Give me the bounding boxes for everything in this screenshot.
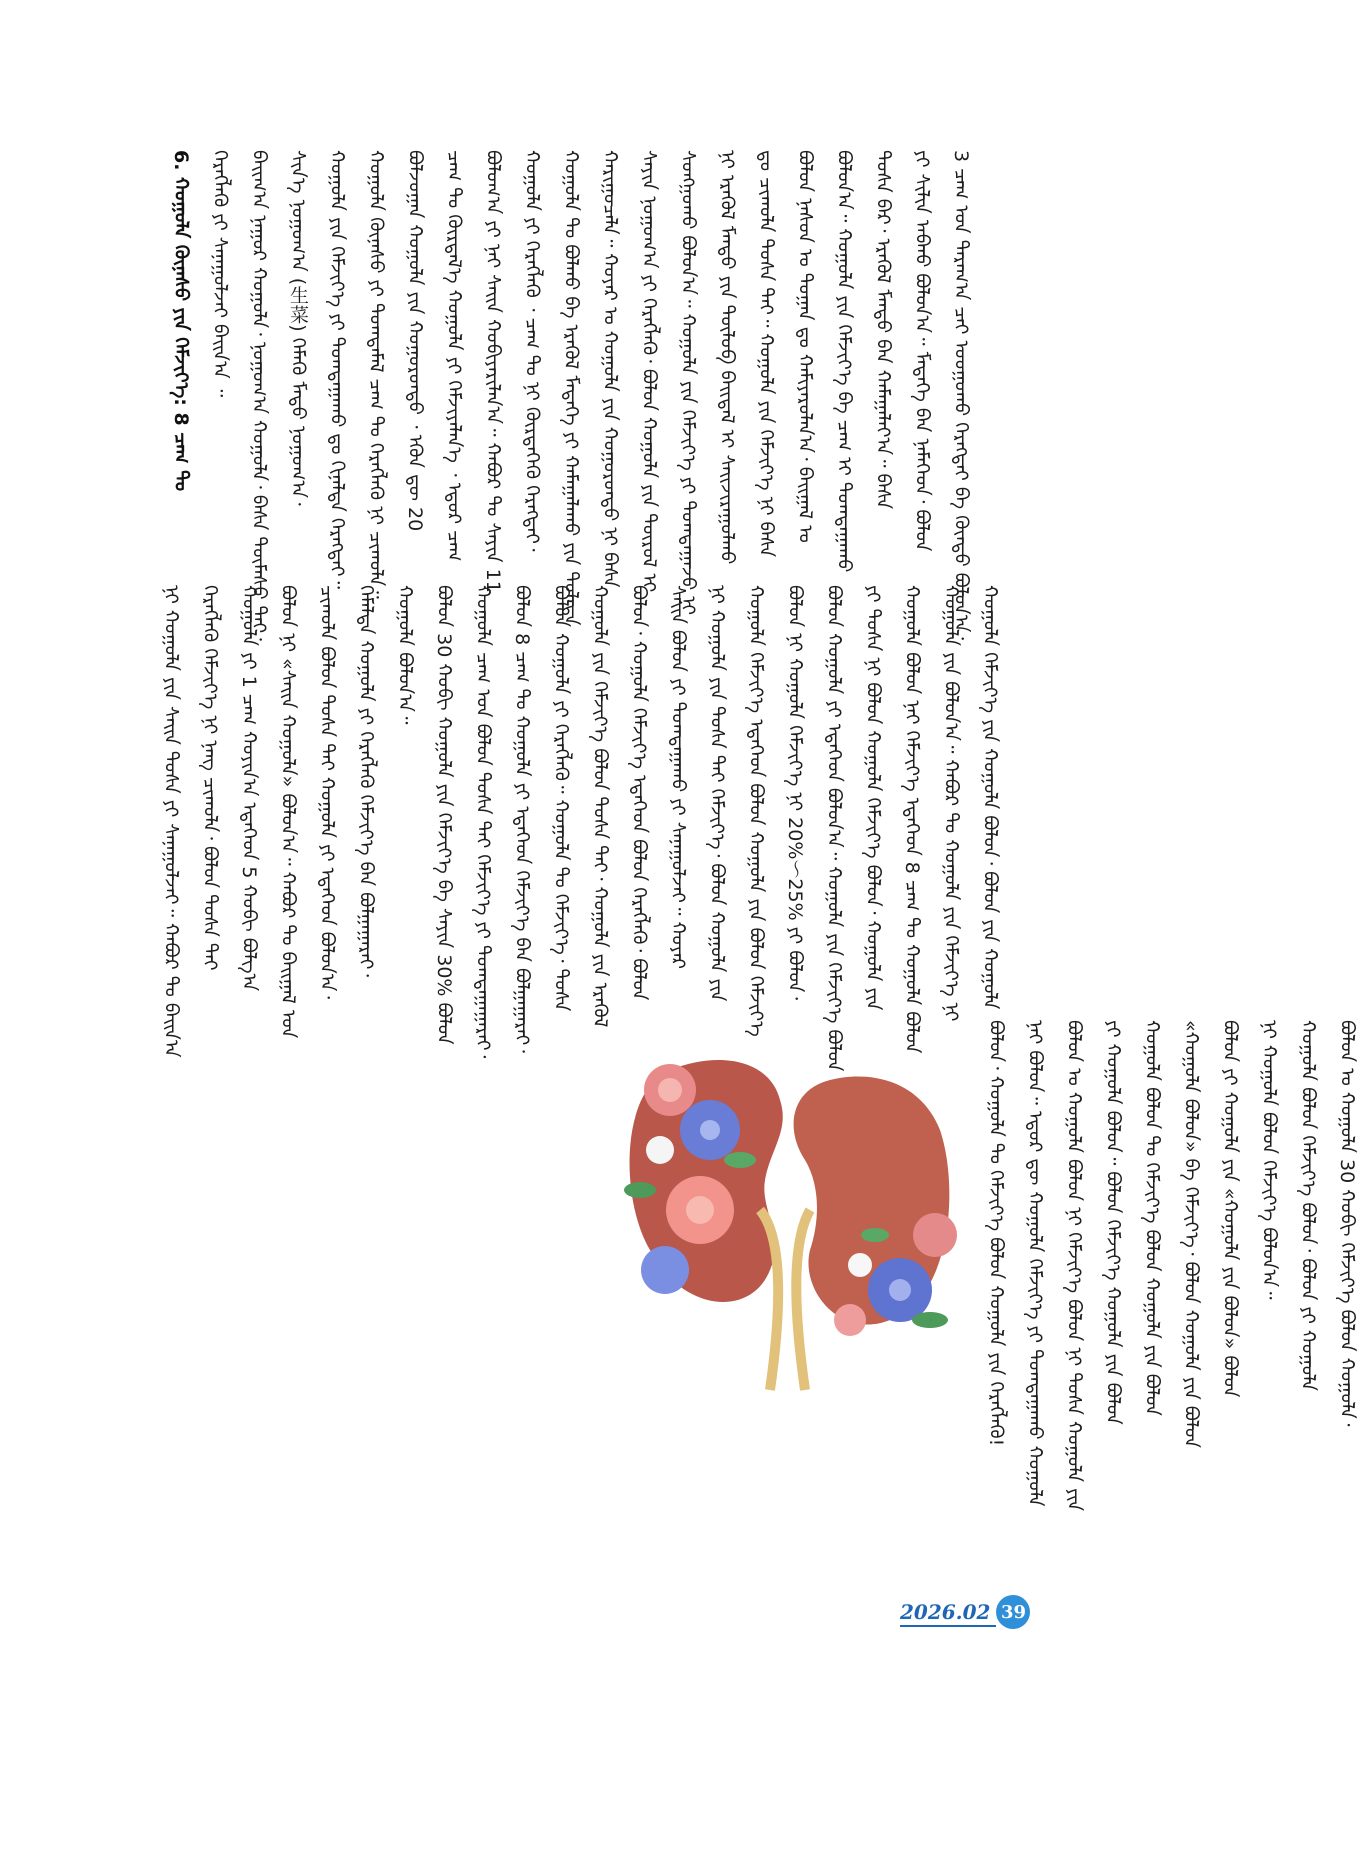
text-line: ᠪᠣᠯᠣᠭ᠎ᠠ ᠶᠢ ᠨᠡᠢ ᠰᠠᠢᠨ ᠬᠤᠪᠢᠶᠠᠷᠢᠯᠠᠨ᠎ᠠ᠃ ᠬᠠᠪᠤᠷ ᠲᠤ ᠰᠠᠶᠢᠨ 11 — [482, 150, 504, 593]
text-line: ᠬᠣᠭᠣᠯᠠ ᠬᠦᠨᠡᠰᠦ ᠶᠢ ᠲᠣᠭᠲᠠᠮᠠᠯ ᠴᠠᠭ ᠲᠤ ᠬᠡᠷᠡᠭᠯᠡᠬᠦ ᠨᠢ ᠴᠢᠬᠤᠯᠠ᠃ — [365, 150, 387, 599]
text-line: ᠨᠠᠢ ᠪᠣᠯᠣᠨ᠃ ᠡᠳᠦᠷ ᠳᠦ ᠬᠣᠭᠣᠯᠠ ᠬᠡᠮᠵᠢᠶ᠎ᠡ ᠶᠢ ᠲᠣᠭᠲᠠᠭᠠᠬᠤ ᠬᠣᠭᠣᠯᠠ — [1024, 1020, 1046, 1507]
flower-pink-2 — [913, 1213, 957, 1257]
text-line: ᠪᠣᠯᠣᠨ 30 ᠬᠣᠪᠢ ᠬᠣᠭᠣᠯᠠ ᠶᠢᠨ ᠬᠡᠮᠵᠢᠶ᠎ᠡ ᠪᠠ ᠰᠠᠶᠢᠨ 30% ᠪᠣᠯᠤᠨ — [433, 585, 455, 1045]
text-line: ᠬᠣᠭᠣᠯᠠ ᠶᠢ ᠬᠡᠷᠡᠭᠯᠡᠬᠦ ᠂ ᠴᠠᠭ ᠲᠤ ᠨᠢ ᠬᠦᠷᠲᠡᠭᠡᠬᠦ ᠬᠡᠷᠡᠭᠲᠡᠢ᠂ — [521, 150, 543, 552]
flower-white-2 — [848, 1253, 872, 1277]
page-number-badge: 39 — [996, 1595, 1030, 1629]
text-line: ᠨᠢ ᠬᠣᠭᠣᠯᠠ ᠪᠣᠯᠣᠨ ᠬᠡᠮᠵᠢᠶ᠎ᠡ ᠪᠣᠯᠣᠨ᠎ᠠ᠃ — [1258, 1020, 1280, 1300]
text-line: ᠬᠣᠭᠣᠯᠠ ᠶᠢ 1 ᠴᠠᠭ ᠬᠣᠶᠢᠨ᠎ᠠ ᠡᠳᠡᠭᠡᠳ 5 ᠬᠣᠪᠢ ᠪᠣᠯᠭ᠎ᠠ — [238, 585, 260, 992]
flower-blue-3-center — [889, 1279, 911, 1301]
text-line: ᠴᠢᠬᠤᠯᠠ ᠪᠣᠯᠣᠨ ᠲᠤᠰᠠ ᠲᠠᠢ ᠬᠣᠭᠣᠯᠠ ᠶᠢ ᠡᠳᠡᠭᠡᠳ ᠪᠣᠯᠣᠨ᠎ᠠ᠂ — [316, 585, 338, 1000]
text-line: ᠶᠢ ᠰᠢᠯᠢᠨ ᠠᠪᠬᠤ ᠪᠣᠯᠤᠨ᠎ᠠ᠃ ᠮᠡᠳᠡᠭᠡ ᠪᠠᠨ ᠨᠡᠮᠡᠭᠡᠳ᠂ ᠪᠣᠯᠣᠨ — [911, 150, 933, 552]
flower-blue-2 — [641, 1246, 689, 1294]
text-line: ᠬᠡᠷᠡᠭᠯᠡᠬᠦ ᠶᠢ ᠰᠠᠨᠠᠭᠤᠯᠵᠠᠢ ᠪᠠᠢᠨ᠎ᠠ ᠃ — [209, 150, 231, 398]
text-line: ᠲᠤᠰᠠ ᠪᠡᠷ᠂ ᠡᠷᠡᠭᠦᠯ ᠮᠡᠨᠳᠦ ᠪᠡᠨ ᠬᠠᠮᠠᠭᠠᠯᠠᠶ᠎ᠠ᠃ ᠪᠠᠰᠠ — [872, 150, 894, 510]
text-line: ᠶᠢ ᠲᠤᠰᠠ ᠨᠢ ᠪᠣᠯᠣᠨ ᠬᠣᠭᠣᠯᠠ ᠬᠡᠮᠵᠢᠶ᠎ᠡ ᠪᠣᠯᠣᠨ᠂ ᠬᠣᠭᠣᠯᠠ ᠶᠢᠨ — [862, 585, 884, 1011]
kidneys-with-flowers-icon — [610, 1020, 980, 1400]
text-line: ᠪᠣᠯᠣᠨ ᠤ ᠬᠣᠭᠣᠯᠠ ᠪᠣᠯᠣᠨ ᠨᠢ ᠬᠡᠮᠵᠢᠶ᠎ᠡ ᠪᠣᠯᠣᠨ ᠨᠢ ᠲᠤᠰᠠ ᠬᠣᠭᠣᠯᠠ ᠶᠢᠨ — [1063, 1020, 1085, 1512]
text-line: ᠬᠣᠭᠣᠯᠠ ᠶᠢᠨ ᠬᠡᠮᠵᠢᠶ᠎ᠡ ᠪᠣᠯᠣᠨ ᠲᠤᠰᠠ ᠲᠠᠢ᠂ ᠬᠣᠭᠣᠯᠠ ᠶᠢᠨ ᠡᠷᠡᠭᠦᠯ — [589, 585, 611, 1028]
text-line: ᠰᠣᠩᠭᠣᠬᠤ ᠪᠣᠯᠤᠨ᠎ᠠ᠃ ᠬᠣᠭᠣᠯᠠ ᠶᠢᠨ ᠬᠡᠮᠵᠢᠶ᠎ᠡ ᠶᠢ ᠲᠣᠭᠲᠠᠭᠠᠵᠤ ᠨᠢ — [677, 150, 699, 616]
text-line: ᠪᠣᠯᠣᠨ᠎ᠠ᠃ ᠬᠣᠭᠣᠯᠠ ᠶᠢᠨ ᠬᠡᠮᠵᠢᠶ᠎ᠡ ᠪᠠ ᠴᠠᠭ ᠢ ᠲᠣᠭᠲᠠᠭᠠᠬᠤ — [833, 150, 855, 573]
text-line: ᠨᠢ ᠬᠣᠭᠣᠯᠠ ᠶᠢᠨ ᠲᠤᠰᠠ ᠲᠠᠢ ᠬᠡᠮᠵᠢᠶ᠎ᠡ᠂ ᠪᠣᠯᠣᠨ ᠬᠣᠭᠣᠯᠠ ᠶᠢᠨ — [706, 585, 728, 1002]
text-line: «ᠬᠣᠭᠣᠯᠠ ᠪᠣᠯᠣᠨ» ᠪᠠ ᠬᠡᠮᠵᠢᠶ᠎ᠡ᠂ ᠪᠣᠯᠣᠨ ᠬᠣᠭᠣᠯᠠ ᠶᠢᠨ ᠪᠣᠯᠣᠨ — [1180, 1020, 1202, 1448]
kidney-illustration — [610, 1020, 980, 1400]
text-line: ᠪᠣᠯᠣᠨ ᠨᠢ «ᠰᠠᠢᠨ ᠬᠣᠭᠣᠯᠠ» ᠪᠣᠯᠤᠨ᠎ᠠ᠃ ᠬᠠᠪᠤᠷ ᠲᠤ ᠪᠠᠢᠭᠠᠯ ᠤᠨ — [277, 585, 299, 1039]
text-line: ᠪᠣᠯᠣᠨ ᠨᠢ ᠬᠣᠭᠣᠯᠠ ᠬᠡᠮᠵᠢᠶ᠎ᠡ ᠨᠢ 20%～25% ᠶᠢ ᠪᠣᠯᠣᠨ᠂ — [784, 585, 806, 1001]
text-line: ᠪᠣᠯᠵᠣᠭᠠᠨ ᠬᠣᠭᠣᠯᠠ ᠶᠢᠨ ᠬᠣᠭᠣᠷᠣᠨᠳᠤ ᠂ ᠡᠭᠦᠨ ᠳᠦ 20 — [404, 150, 426, 532]
text-line: ᠬᠣᠭᠣᠯᠠ ᠶᠢᠨ ᠬᠡᠮᠵᠢᠶ᠎ᠡ ᠶᠢ ᠲᠣᠭᠲᠠᠭᠠᠬᠤ ᠳᠤ ᠬᠢᠨᠠᠯᠲᠠ ᠬᠡᠷᠡᠭᠲᠡᠢ᠃ — [326, 150, 348, 589]
text-line: ᠳᠤ ᠴᠢᠬᠤᠯᠠ ᠲᠤᠰᠠ ᠲᠠᠢ᠃ ᠬᠣᠭᠣᠯᠠ ᠶᠢᠨ ᠬᠡᠮᠵᠢᠶ᠎ᠡ ᠨᠢ ᠪᠠᠰᠠ — [755, 150, 777, 558]
text-line: ᠰᠢᠨ᠎ᠡ ᠨᠣᠭᠣᠭ᠎ᠠ (生菜) ᠬᠡᠮᠡᠬᠦ ᠮᠡᠲᠦ ᠨᠣᠭᠣᠭ᠎ᠠ᠂ — [287, 150, 309, 506]
text-line: ᠬᠣᠭᠣᠯᠠ ᠬᠡᠮᠵᠢᠶ᠎ᠡ ᠶᠢᠨ ᠬᠣᠭᠣᠯᠠ ᠪᠣᠯᠣᠨ᠂ ᠪᠣᠯᠣᠨ ᠶᠢᠨ ᠬᠣᠭᠣᠯᠠ — [979, 585, 1001, 1010]
text-line: ᠪᠣᠯᠣᠨ ᠨᠠᠰᠤᠨ ᠤ ᠲᠣᠭᠠᠨ ᠳᠤ ᠬᠠᠮᠢᠶᠠᠷᠤᠯᠠᠨ᠎ᠠ᠂ ᠪᠠᠢᠭᠠᠯ ᠤ — [794, 150, 816, 543]
text-line: ᠬᠣᠭᠣᠯᠠ ᠶᠢᠨ ᠪᠣᠯᠣᠨ᠎ᠠ᠃ ᠬᠠᠪᠤᠷ ᠲᠤ ᠬᠣᠭᠣᠯᠠ ᠶᠢᠨ ᠬᠡᠮᠵᠢᠶ᠎ᠡ ᠨᠢ — [940, 585, 962, 1022]
text-line: ᠬᠣᠭᠣᠯᠠ ᠪᠣᠯᠣᠨ ᠨᠠᠢ ᠬᠡᠮᠵᠢᠶ᠎ᠡ ᠡᠳᠡᠭᠡᠳ 8 ᠴᠠᠭ ᠲᠤ ᠬᠣᠭᠣᠯᠠ ᠪᠣᠯᠣᠨ — [901, 585, 923, 1054]
text-line: ᠨᠢ ᠡᠷᠡᠭᠦᠯ ᠮᠡᠨᠳᠦ ᠶᠢᠨ ᠲᠥᠯᠥᠪ ᠪᠠᠢᠳᠠᠯ ᠢ ᠰᠠᠢᠵᠢᠷᠠᠭᠤᠯᠬᠤ — [716, 150, 738, 565]
text-line: ᠪᠣᠯᠣᠨ᠂ ᠬᠣᠭᠣᠯᠠ ᠬᠡᠮᠵᠢᠶ᠎ᠡ ᠡᠳᠡᠭᠡᠳ ᠪᠣᠯᠣᠨ ᠬᠡᠷᠡᠭᠯᠡᠬᠦ᠂ ᠪᠣᠯᠣᠨ — [628, 585, 650, 1001]
text-line: ᠬᠡᠮᠡᠯᠳᠡ ᠬᠣᠭᠣᠯᠠ ᠶᠢ ᠬᠡᠷᠡᠭᠯᠡᠬᠦ ᠬᠡᠮᠵᠢᠶ᠎ᠡ ᠪᠠᠨ ᠪᠣᠯᠭᠠᠭᠠᠷᠠᠢ᠂ — [355, 585, 377, 978]
footer-underline — [900, 1625, 996, 1627]
flower-white-1 — [646, 1136, 674, 1164]
leaf-4 — [861, 1228, 889, 1242]
text-line: ᠪᠣᠯᠣᠨ ᠤ ᠬᠣᠭᠣᠯᠠ 30 ᠬᠣᠪᠢ ᠬᠡᠮᠵᠢᠶ᠎ᠡ ᠪᠣᠯᠣᠨ ᠬᠣᠭᠣᠯᠠ᠂ — [1336, 1020, 1358, 1427]
text-line: ᠬᠣᠭᠣᠯᠠ ᠴᠠᠭ ᠤᠨ ᠪᠣᠯᠣᠨ ᠲᠤᠰᠠ ᠲᠠᠢ ᠬᠡᠮᠵᠢᠶ᠎ᠡ ᠶᠢ ᠲᠣᠭᠲᠠᠭᠠᠭᠠᠷᠠᠢ᠂ — [472, 585, 494, 1059]
text-line: ᠰᠠᠶᠢᠨ ᠨᠣᠭᠣᠭ᠎ᠠ ᠶᠢ ᠬᠡᠷᠡᠭᠯᠡᠬᠦ᠂ ᠪᠣᠯᠣᠨ ᠬᠣᠭᠣᠯᠠ ᠶᠢᠨ ᠲᠥᠷᠥᠯ ᠢ — [638, 150, 660, 593]
text-line: ᠪᠠᠢᠭ᠎ᠠ ᠨᠠᠭᠤᠷ ᠬᠣᠭᠣᠯᠠ᠂ ᠨᠣᠭᠣᠭ᠎ᠠ ᠬᠣᠭᠣᠯᠠ᠂ ᠪᠠᠰᠠ ᠲᠦᠮᠡᠰᠦ ᠲᠠᠢ᠂ — [248, 150, 270, 641]
text-line: ᠶᠢ ᠬᠣᠭᠣᠯᠠ ᠪᠣᠯᠣᠨ᠃ ᠪᠣᠯᠣᠨ ᠬᠡᠮᠵᠢᠶ᠎ᠡ ᠬᠣᠭᠣᠯᠠ ᠶᠢᠨ ᠪᠣᠯᠣᠨ — [1102, 1020, 1124, 1425]
text-line: ᠬᠣᠭᠣᠯᠠ ᠪᠣᠯᠤᠨ᠎ᠠ᠃ — [394, 585, 416, 725]
text-line: ᠰᠠᠢᠨ ᠪᠣᠯᠣᠨ ᠶᠢ ᠲᠣᠭᠲᠠᠭᠠᠬᠤ ᠶᠢ ᠰᠠᠨᠠᠭᠤᠯᠵᠠᠢ᠃ ᠬᠣᠶᠠᠷ — [667, 585, 689, 970]
text-line: ᠬᠡᠷᠡᠭᠯᠡᠬᠦ ᠬᠡᠮᠵᠢᠶ᠎ᠡ ᠨᠢ ᠨᠡᠩ ᠴᠢᠬᠤᠯᠠ᠂ ᠪᠣᠯᠣᠨ ᠲᠤᠰᠠ ᠲᠠᠢ — [199, 585, 221, 971]
flower-pink-3 — [834, 1304, 866, 1336]
flower-blue-1-center — [700, 1120, 720, 1140]
text-line: ᠪᠣᠯᠣᠨ 8 ᠴᠠᠭ ᠲᠤ ᠬᠣᠭᠣᠯᠠ ᠶᠢ ᠡᠳᠡᠭᠡᠳ ᠬᠡᠮᠵᠢᠶ᠎ᠡ ᠪᠠᠨ ᠪᠣᠯᠭᠠᠭᠠᠷᠠᠢ᠂ — [511, 585, 533, 1053]
leaf-3 — [912, 1312, 948, 1328]
text-line: ᠬᠣᠭᠣᠯᠠ ᠪᠣᠯᠣᠨ ᠲᠤ ᠬᠡᠮᠵᠢᠶ᠎ᠡ ᠪᠣᠯᠣᠨ ᠬᠣᠭᠣᠯᠠ ᠶᠢᠨ ᠪᠣᠯᠣᠨ — [1141, 1020, 1163, 1416]
issue-date: 2026.02 — [900, 1600, 991, 1624]
third-text-column — [980, 1020, 1358, 1580]
flower-pink-1-center — [658, 1078, 682, 1102]
ureter-right — [796, 1210, 810, 1390]
leaf-2 — [724, 1152, 756, 1168]
text-line: ᠪᠣᠯᠣᠨ ᠬᠣᠭᠣᠯᠠ ᠶᠢ ᠡᠳᠡᠭᠡᠳ ᠪᠣᠯᠤᠨ᠎ᠠ᠃ ᠬᠣᠭᠣᠯᠠ ᠶᠢᠨ ᠬᠡᠮᠵᠢᠶ᠎ᠡ ᠪᠣᠯᠣᠨ — [823, 585, 845, 1072]
text-line: ᠪᠣᠯᠣᠨ ᠬᠣᠭᠣᠯᠠ ᠶᠢ ᠬᠡᠷᠡᠭᠯᠡᠬᠦ᠃ ᠬᠣᠭᠣᠯᠠ ᠲᠤ ᠬᠡᠮᠵᠢᠶ᠎ᠡ᠂ ᠲᠤᠰᠠ — [550, 585, 572, 1012]
text-line: ᠨᠢ ᠬᠣᠭᠣᠯᠠ ᠶᠢᠨ ᠰᠠᠢᠨ ᠲᠤᠰᠠ ᠶᠢ ᠰᠠᠨᠠᠭᠤᠯᠵᠠᠢ᠃ ᠬᠠᠪᠤᠷ ᠲᠤ ᠪᠠᠢᠨ᠎ᠠ — [160, 585, 182, 1058]
leaf-1 — [624, 1182, 656, 1198]
text-line: ᠬᠠᠷᠢᠭᠤᠴᠠᠯᠠ᠃ ᠬᠣᠶᠠᠷ ᠤ ᠬᠣᠭᠣᠯᠠ ᠶᠢᠨ ᠬᠣᠭᠣᠷᠣᠨᠳᠤ ᠨᠢ ᠪᠠᠰᠠ — [599, 150, 621, 588]
flower-peach-center — [686, 1196, 714, 1224]
section-heading: 6. ᠬᠣᠭᠣᠯᠠ ᠬᠦᠨᠡᠰᠦ ᠶᠢᠨ ᠬᠡᠮᠵᠢᠶ᠎ᠡ: 8 ᠴᠠᠭ ᠲᠤ — [170, 150, 192, 492]
text-line: ᠪᠣᠯᠣᠨ᠂ ᠬᠣᠭᠣᠯᠠ ᠲᠤ ᠬᠡᠮᠵᠢᠶ᠎ᠡ ᠪᠣᠯᠣᠨ ᠬᠣᠭᠣᠯᠠ ᠶᠢᠨ ᠬᠡᠷᠡᠭᠯᠡᠬᠦ! — [985, 1020, 1007, 1447]
text-line: ᠬᠣᠭᠣᠯᠠ ᠪᠣᠯᠣᠨ ᠬᠡᠮᠵᠢᠶ᠎ᠡ ᠪᠣᠯᠣᠨ᠂ ᠪᠣᠯᠣᠨ ᠶᠢ ᠬᠣᠭᠣᠯᠠ — [1297, 1020, 1319, 1391]
text-line: ᠬᠣᠭᠣᠯᠠ ᠬᠡᠮᠵᠢᠶ᠎ᠡ ᠡᠳᠡᠭᠡᠳ ᠪᠣᠯᠣᠨ ᠬᠣᠭᠣᠯᠠ ᠶᠢᠨ ᠪᠣᠯᠣᠨ ᠬᠡᠮᠵᠢᠶ᠎ᠡ — [745, 585, 767, 1037]
text-line: 3 ᠴᠠᠭ ᠤᠨ ᠳᠠᠷᠠᠭ᠎ᠠ ᠴᠠᠢ ᠤᠤᠭᠤᠬᠤ ᠬᠡᠷᠡᠭᠲᠡᠢ ᠪᠠ ᠬᠦᠨᠳᠦ ᠪᠣᠯᠤᠨ᠎ᠠ᠂ — [950, 150, 972, 641]
text-line: ᠴᠠᠭ ᠲᠤ ᠬᠦᠷᠲᠡᠯ᠎ᠡ ᠬᠣᠭᠣᠯᠠ ᠶᠢ ᠬᠡᠮᠵᠢᠶᠡᠯᠡᠨ᠎ᠡ ᠂ ᠡᠳᠦᠷ ᠴᠠᠭ — [443, 150, 465, 562]
text-line: ᠬᠣᠭᠣᠯᠠ ᠲᠤ ᠪᠣᠯᠬᠤ ᠪᠠ ᠡᠷᠡᠭᠦᠯ ᠮᠡᠳᠡᠭᠡ ᠶᠢ ᠬᠠᠮᠠᠭᠠᠯᠠᠬᠤ ᠶᠢᠨ ᠲᠤᠯᠠᠳᠠ — [560, 150, 582, 626]
page-footer — [900, 1595, 1030, 1629]
text-line: ᠪᠣᠯᠣᠨ ᠶᠢ ᠬᠣᠭᠣᠯᠠ ᠶᠢᠨ «ᠬᠣᠭᠣᠯᠠ ᠶᠢᠨ ᠪᠣᠯᠣᠨ» ᠪᠣᠯᠣᠨ — [1219, 1020, 1241, 1398]
